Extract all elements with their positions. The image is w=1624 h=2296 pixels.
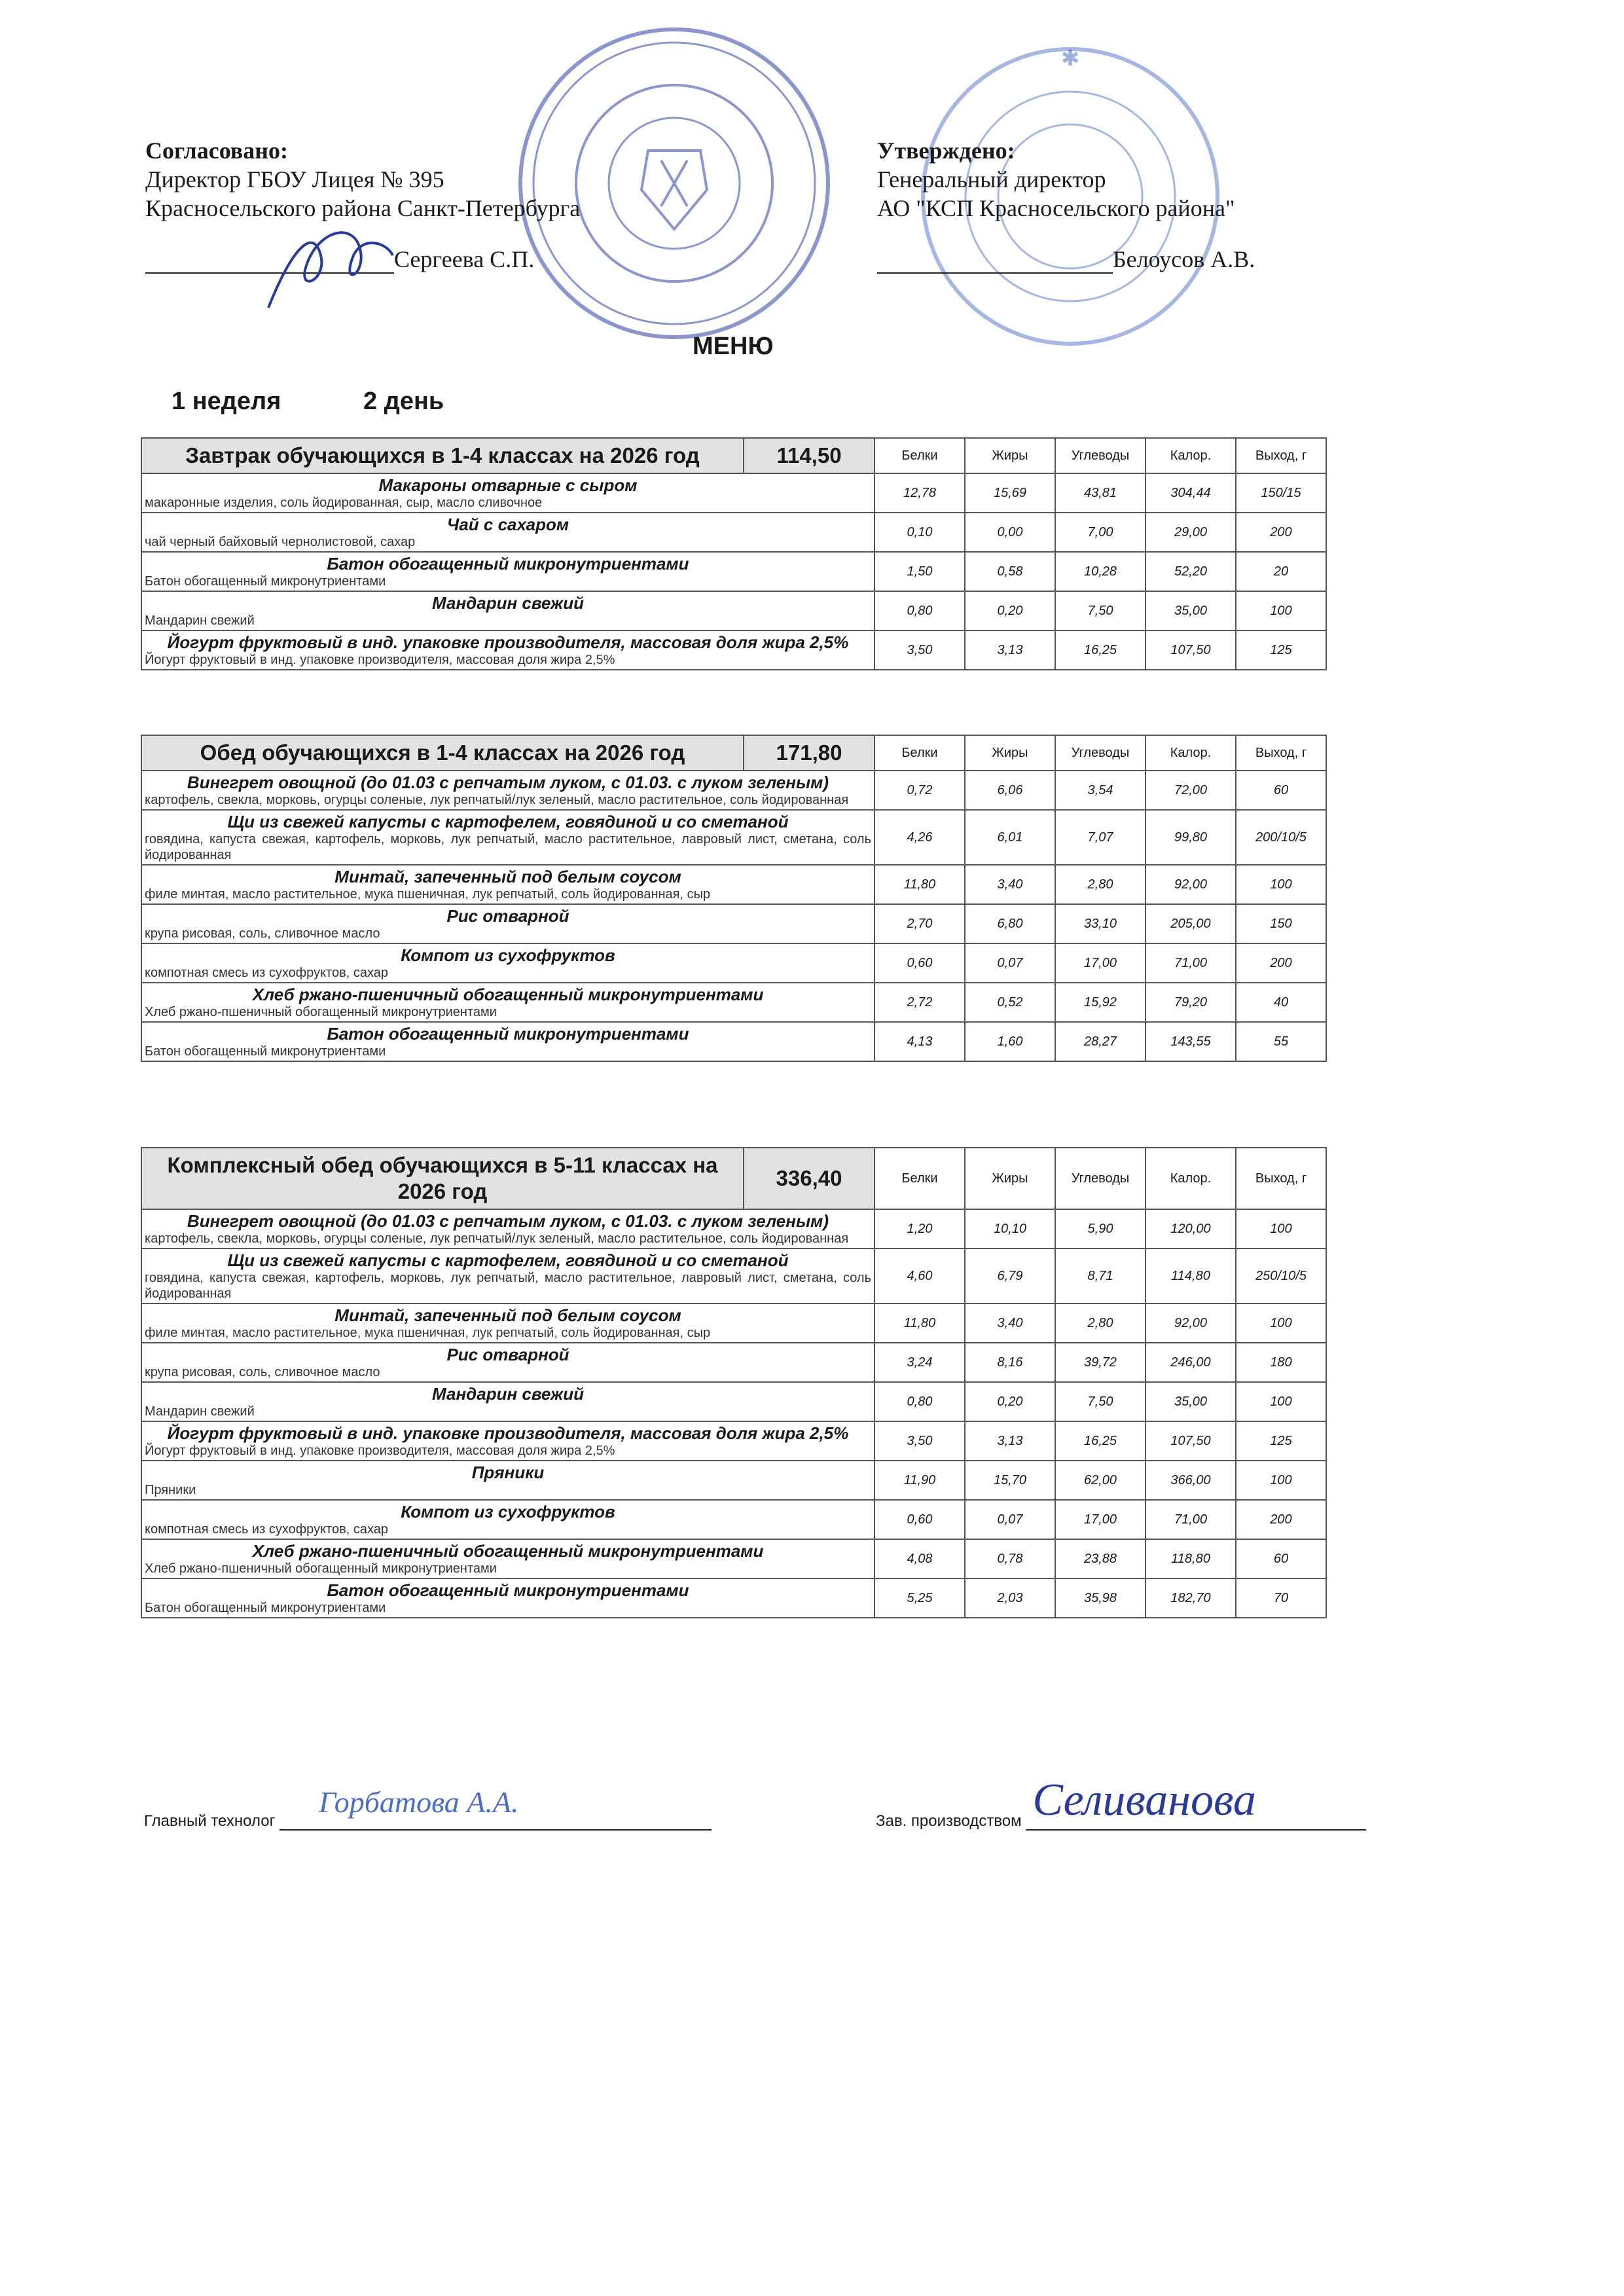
dish-cell: [141, 630, 875, 670]
column-header: Калор.: [1146, 735, 1236, 771]
dish-composition: филе минтая, масло растительное, мука пшеничная, лук репчатый, соль йодированная, сыр: [145, 887, 711, 902]
nutrition-value: 17,00: [1055, 1500, 1146, 1539]
nutrition-value: 7,00: [1055, 513, 1146, 552]
svg-text:✱: ✱: [1060, 46, 1080, 71]
nutrition-value: 125: [1236, 1421, 1326, 1461]
table-row: [141, 1209, 1326, 1248]
menu-title: МЕНЮ: [693, 333, 774, 360]
nutrition-value: 4,26: [875, 810, 965, 865]
nutrition-value: 3,40: [965, 865, 1055, 904]
nutrition-value: 10,28: [1055, 552, 1146, 591]
nutrition-value: 100: [1236, 591, 1326, 630]
nutrition-value: 1,60: [965, 1022, 1055, 1061]
nutrition-value: 71,00: [1146, 943, 1236, 983]
table-row: [141, 1539, 1326, 1578]
nutrition-value: 60: [1236, 771, 1326, 810]
nutrition-value: 3,40: [965, 1303, 1055, 1343]
nutrition-value: 107,50: [1146, 630, 1236, 670]
nutrition-value: 4,13: [875, 1022, 965, 1061]
dish-cell: [141, 1022, 875, 1061]
nutrition-value: 3,13: [965, 630, 1055, 670]
dish-name: Хлеб ржано-пшеничный обогащенный микронутриентами: [252, 985, 764, 1004]
column-header: Калор.: [1146, 438, 1236, 473]
dish-composition: картофель, свекла, морковь, огурцы соленые, лук репчатый/лук зеленый, масло растительное, соль йодированная: [145, 793, 849, 807]
table-row: [141, 513, 1326, 552]
nutrition-value: 200/10/5: [1236, 810, 1326, 865]
table-row: [141, 1248, 1326, 1303]
dish-name: Рис отварной: [446, 906, 569, 926]
approval-right-line1: Генеральный директор: [877, 166, 1106, 192]
nutrition-value: 182,70: [1146, 1578, 1236, 1618]
technologist-signature-line: [280, 1785, 712, 1831]
nutrition-value: 12,78: [875, 473, 965, 513]
dish-composition: компотная смесь из сухофруктов, сахар: [145, 966, 388, 980]
production-block: [876, 1775, 1366, 1831]
nutrition-value: 100: [1236, 1209, 1326, 1248]
nutrition-value: 40: [1236, 983, 1326, 1022]
nutrition-value: 11,90: [875, 1461, 965, 1500]
table-row: [141, 1500, 1326, 1539]
nutrition-value: 35,00: [1146, 591, 1236, 630]
section-title: Комплексный обед обучающихся в 5-11 классах на 2026 год: [141, 1148, 744, 1209]
table-row: [141, 1382, 1326, 1421]
nutrition-value: 0,72: [875, 771, 965, 810]
nutrition-value: 1,50: [875, 552, 965, 591]
dish-cell: [141, 1461, 875, 1500]
nutrition-value: 150/15: [1236, 473, 1326, 513]
nutrition-value: 125: [1236, 630, 1326, 670]
approval-left-signer: Сергеева С.П.: [394, 246, 535, 272]
nutrition-value: 16,25: [1055, 630, 1146, 670]
dish-cell: [141, 810, 875, 865]
nutrition-value: 35,00: [1146, 1382, 1236, 1421]
table-row: [141, 771, 1326, 810]
column-header: Выход, г: [1236, 735, 1326, 771]
nutrition-value: 3,13: [965, 1421, 1055, 1461]
nutrition-value: 99,80: [1146, 810, 1236, 865]
nutrition-value: 0,07: [965, 1500, 1055, 1539]
nutrition-value: 120,00: [1146, 1209, 1236, 1248]
nutrition-value: 143,55: [1146, 1022, 1236, 1061]
dish-cell: [141, 865, 875, 904]
dish-composition: Батон обогащенный микронутриентами: [145, 1044, 386, 1059]
nutrition-value: 33,10: [1055, 904, 1146, 943]
table-row: [141, 552, 1326, 591]
nutrition-value: 2,80: [1055, 865, 1146, 904]
dish-cell: [141, 771, 875, 810]
dish-cell: [141, 943, 875, 983]
nutrition-value: 200: [1236, 1500, 1326, 1539]
nutrition-value: 100: [1236, 1303, 1326, 1343]
nutrition-value: 2,72: [875, 983, 965, 1022]
table-row: [141, 1022, 1326, 1061]
dish-composition: Пряники: [145, 1483, 196, 1497]
approval-left-line1: Директор ГБОУ Лицея № 395: [145, 166, 444, 192]
nutrition-value: 246,00: [1146, 1343, 1236, 1382]
nutrition-value: 20: [1236, 552, 1326, 591]
nutrition-value: 7,07: [1055, 810, 1146, 865]
nutrition-value: 100: [1236, 1461, 1326, 1500]
nutrition-value: 304,44: [1146, 473, 1236, 513]
table-row: [141, 1421, 1326, 1461]
nutrition-value: 0,10: [875, 513, 965, 552]
dish-name: Чай с сахаром: [446, 515, 569, 534]
nutrition-value: 2,03: [965, 1578, 1055, 1618]
nutrition-value: 60: [1236, 1539, 1326, 1578]
nutrition-value: 62,00: [1055, 1461, 1146, 1500]
column-header: Белки: [875, 735, 965, 771]
nutrition-value: 366,00: [1146, 1461, 1236, 1500]
table-row: [141, 810, 1326, 865]
nutrition-value: 11,80: [875, 1303, 965, 1343]
nutrition-value: 0,60: [875, 1500, 965, 1539]
approval-right: [877, 136, 1255, 274]
nutrition-value: 35,98: [1055, 1578, 1146, 1618]
dish-name: Щи из свежей капусты с картофелем, говядиной и со сметаной: [227, 1250, 789, 1270]
dish-name: Минтай, запеченный под белым соусом: [334, 1305, 681, 1325]
nutrition-value: 7,50: [1055, 591, 1146, 630]
technologist-name: Горбатова А.А.: [319, 1785, 519, 1819]
nutrition-value: 2,70: [875, 904, 965, 943]
dish-name: Батон обогащенный микронутриентами: [327, 1024, 689, 1044]
column-header: Выход, г: [1236, 438, 1326, 473]
approval-left-line2: Красносельского района Санкт-Петербурга: [145, 195, 581, 221]
signature-line-right: [877, 272, 1113, 274]
technologist-label: Главный технолог: [144, 1812, 276, 1830]
nutrition-value: 70: [1236, 1578, 1326, 1618]
approval-right-title: Утверждено:: [877, 137, 1015, 164]
table-row: [141, 630, 1326, 670]
dish-cell: [141, 983, 875, 1022]
nutrition-value: 0,80: [875, 1382, 965, 1421]
nutrition-value: 72,00: [1146, 771, 1236, 810]
nutrition-value: 92,00: [1146, 865, 1236, 904]
dish-composition: филе минтая, масло растительное, мука пшеничная, лук репчатый, соль йодированная, сыр: [145, 1326, 711, 1340]
nutrition-value: 107,50: [1146, 1421, 1236, 1461]
director-signature: [255, 216, 399, 321]
nutrition-value: 6,06: [965, 771, 1055, 810]
nutrition-value: 29,00: [1146, 513, 1236, 552]
dish-name: Йогурт фруктовый в инд. упаковке производителя, массовая доля жира 2,5%: [167, 1423, 849, 1443]
nutrition-value: 0,20: [965, 1382, 1055, 1421]
nutrition-value: 205,00: [1146, 904, 1236, 943]
column-header: Углеводы: [1055, 438, 1146, 473]
nutrition-value: 92,00: [1146, 1303, 1236, 1343]
nutrition-value: 7,50: [1055, 1382, 1146, 1421]
nutrition-value: 52,20: [1146, 552, 1236, 591]
section-title: Завтрак обучающихся в 1-4 классах на 2026 год: [141, 438, 744, 473]
table-row: [141, 983, 1326, 1022]
dish-composition: говядина, капуста свежая, картофель, морковь, лук репчатый, масло растительное, лавровый лист, сметана, соль йодированная: [145, 1271, 871, 1301]
dish-cell: [141, 1382, 875, 1421]
dish-name: Щи из свежей капусты с картофелем, говядиной и со сметаной: [227, 812, 789, 831]
table-row: [141, 865, 1326, 904]
nutrition-value: 10,10: [965, 1209, 1055, 1248]
column-header: Жиры: [965, 438, 1055, 473]
dish-composition: макаронные изделия, соль йодированная, сыр, масло сливочное: [145, 496, 543, 510]
nutrition-value: 5,25: [875, 1578, 965, 1618]
nutrition-value: 8,16: [965, 1343, 1055, 1382]
section-price: 336,40: [744, 1148, 875, 1209]
nutrition-value: 1,20: [875, 1209, 965, 1248]
section-price: 114,50: [744, 438, 875, 473]
nutrition-value: 71,00: [1146, 1500, 1236, 1539]
production-name: Селиванова: [1032, 1775, 1256, 1825]
table-row: [141, 473, 1326, 513]
production-label: Зав. производством: [876, 1812, 1022, 1830]
dish-cell: [141, 1539, 875, 1578]
nutrition-value: 0,07: [965, 943, 1055, 983]
dish-name: Винегрет овощной (до 01.03 с репчатым луком, с 01.03. с луком зеленым): [187, 773, 829, 792]
nutrition-value: 5,90: [1055, 1209, 1146, 1248]
nutrition-value: 3,50: [875, 1421, 965, 1461]
nutrition-value: 200: [1236, 943, 1326, 983]
dish-cell: [141, 1500, 875, 1539]
nutrition-value: 3,24: [875, 1343, 965, 1382]
nutrition-value: 0,52: [965, 983, 1055, 1022]
dish-name: Винегрет овощной (до 01.03 с репчатым луком, с 01.03. с луком зеленым): [187, 1211, 829, 1231]
lunch-1-4-table: [141, 735, 1327, 1062]
dish-name: Минтай, запеченный под белым соусом: [334, 867, 681, 886]
dish-composition: говядина, капуста свежая, картофель, морковь, лук репчатый, масло растительное, лавровый лист, сметана, соль йодированная: [145, 832, 871, 862]
dish-cell: [141, 1209, 875, 1248]
dish-cell: [141, 1578, 875, 1618]
column-header: Углеводы: [1055, 735, 1146, 771]
dish-cell: [141, 1303, 875, 1343]
nutrition-value: 100: [1236, 1382, 1326, 1421]
nutrition-value: 28,27: [1055, 1022, 1146, 1061]
dish-name: Хлеб ржано-пшеничный обогащенный микронутриентами: [252, 1541, 764, 1561]
dish-cell: [141, 591, 875, 630]
dish-cell: [141, 904, 875, 943]
dish-composition: Батон обогащенный микронутриентами: [145, 1601, 386, 1615]
table-row: [141, 904, 1326, 943]
dish-name: Пряники: [471, 1463, 545, 1482]
nutrition-value: 150: [1236, 904, 1326, 943]
nutrition-value: 16,25: [1055, 1421, 1146, 1461]
dish-composition: картофель, свекла, морковь, огурцы соленые, лук репчатый/лук зеленый, масло растительное, соль йодированная: [145, 1231, 849, 1246]
section-price: 171,80: [744, 735, 875, 771]
dish-name: Батон обогащенный микронутриентами: [327, 1580, 689, 1600]
dish-composition: Йогурт фруктовый в инд. упаковке производителя, массовая доля жира 2,5%: [145, 1444, 615, 1458]
nutrition-value: 0,80: [875, 591, 965, 630]
dish-composition: компотная смесь из сухофруктов, сахар: [145, 1522, 388, 1537]
column-header: Калор.: [1146, 1148, 1236, 1209]
nutrition-value: 6,79: [965, 1248, 1055, 1303]
technologist-block: [144, 1785, 712, 1831]
dish-name: Мандарин свежий: [432, 593, 584, 613]
table-row: [141, 1343, 1326, 1382]
nutrition-value: 15,70: [965, 1461, 1055, 1500]
nutrition-value: 55: [1236, 1022, 1326, 1061]
dish-composition: Мандарин свежий: [145, 613, 255, 628]
nutrition-value: 0,00: [965, 513, 1055, 552]
approval-right-signer: Белоусов А.В.: [1113, 246, 1255, 272]
day-label: 2 день: [363, 388, 444, 415]
column-header: Жиры: [965, 735, 1055, 771]
nutrition-value: 114,80: [1146, 1248, 1236, 1303]
nutrition-value: 3,50: [875, 630, 965, 670]
dish-cell: [141, 1343, 875, 1382]
nutrition-value: 23,88: [1055, 1539, 1146, 1578]
dish-composition: Йогурт фруктовый в инд. упаковке производителя, массовая доля жира 2,5%: [145, 653, 615, 667]
week-label: 1 неделя: [171, 388, 281, 415]
nutrition-value: 3,54: [1055, 771, 1146, 810]
nutrition-value: 6,80: [965, 904, 1055, 943]
production-signature-line: [1026, 1775, 1366, 1831]
dish-name: Йогурт фруктовый в инд. упаковке производителя, массовая доля жира 2,5%: [167, 632, 849, 652]
dish-composition: чай черный байховый чернолистовой, сахар: [145, 535, 416, 549]
nutrition-value: 180: [1236, 1343, 1326, 1382]
nutrition-value: 79,20: [1146, 983, 1236, 1022]
dish-name: Макароны отварные с сыром: [378, 475, 638, 495]
nutrition-value: 0,78: [965, 1539, 1055, 1578]
dish-name: Компот из сухофруктов: [401, 945, 615, 965]
nutrition-value: 8,71: [1055, 1248, 1146, 1303]
table-row: [141, 1461, 1326, 1500]
dish-composition: Хлеб ржано-пшеничный обогащенный микронутриентами: [145, 1561, 497, 1576]
dish-cell: [141, 1248, 875, 1303]
dish-cell: [141, 552, 875, 591]
dish-name: Мандарин свежий: [432, 1384, 584, 1404]
nutrition-value: 4,60: [875, 1248, 965, 1303]
nutrition-value: 0,60: [875, 943, 965, 983]
complex-lunch-5-11-table: [141, 1147, 1327, 1618]
breakfast-1-4-table: [141, 437, 1327, 670]
dish-name: Рис отварной: [446, 1345, 569, 1364]
section-title: Обед обучающихся в 1-4 классах на 2026 год: [141, 735, 744, 771]
table-row: [141, 1303, 1326, 1343]
column-header: Углеводы: [1055, 1148, 1146, 1209]
nutrition-value: 11,80: [875, 865, 965, 904]
dish-cell: [141, 473, 875, 513]
dish-cell: [141, 513, 875, 552]
nutrition-value: 2,80: [1055, 1303, 1146, 1343]
dish-composition: Хлеб ржано-пшеничный обогащенный микронутриентами: [145, 1005, 497, 1019]
nutrition-value: 100: [1236, 865, 1326, 904]
dish-composition: Батон обогащенный микронутриентами: [145, 574, 386, 589]
table-row: [141, 1578, 1326, 1618]
nutrition-value: 17,00: [1055, 943, 1146, 983]
dish-composition: крупа рисовая, соль, сливочное масло: [145, 1365, 380, 1379]
nutrition-value: 43,81: [1055, 473, 1146, 513]
nutrition-value: 15,69: [965, 473, 1055, 513]
column-header: Жиры: [965, 1148, 1055, 1209]
nutrition-value: 250/10/5: [1236, 1248, 1326, 1303]
dish-composition: Мандарин свежий: [145, 1404, 255, 1419]
nutrition-value: 4,08: [875, 1539, 965, 1578]
table-row: [141, 591, 1326, 630]
nutrition-value: 118,80: [1146, 1539, 1236, 1578]
approval-right-line2: АО "КСП Красносельского района": [877, 195, 1235, 221]
column-header: Белки: [875, 438, 965, 473]
column-header: Белки: [875, 1148, 965, 1209]
approval-left-title: Согласовано:: [145, 137, 288, 164]
nutrition-value: 0,20: [965, 591, 1055, 630]
nutrition-value: 15,92: [1055, 983, 1146, 1022]
dish-cell: [141, 1421, 875, 1461]
nutrition-value: 0,58: [965, 552, 1055, 591]
dish-name: Компот из сухофруктов: [401, 1502, 615, 1522]
table-row: [141, 943, 1326, 983]
dish-name: Батон обогащенный микронутриентами: [327, 554, 689, 574]
dish-composition: крупа рисовая, соль, сливочное масло: [145, 926, 380, 941]
nutrition-value: 200: [1236, 513, 1326, 552]
nutrition-value: 6,01: [965, 810, 1055, 865]
nutrition-value: 39,72: [1055, 1343, 1146, 1382]
column-header: Выход, г: [1236, 1148, 1326, 1209]
